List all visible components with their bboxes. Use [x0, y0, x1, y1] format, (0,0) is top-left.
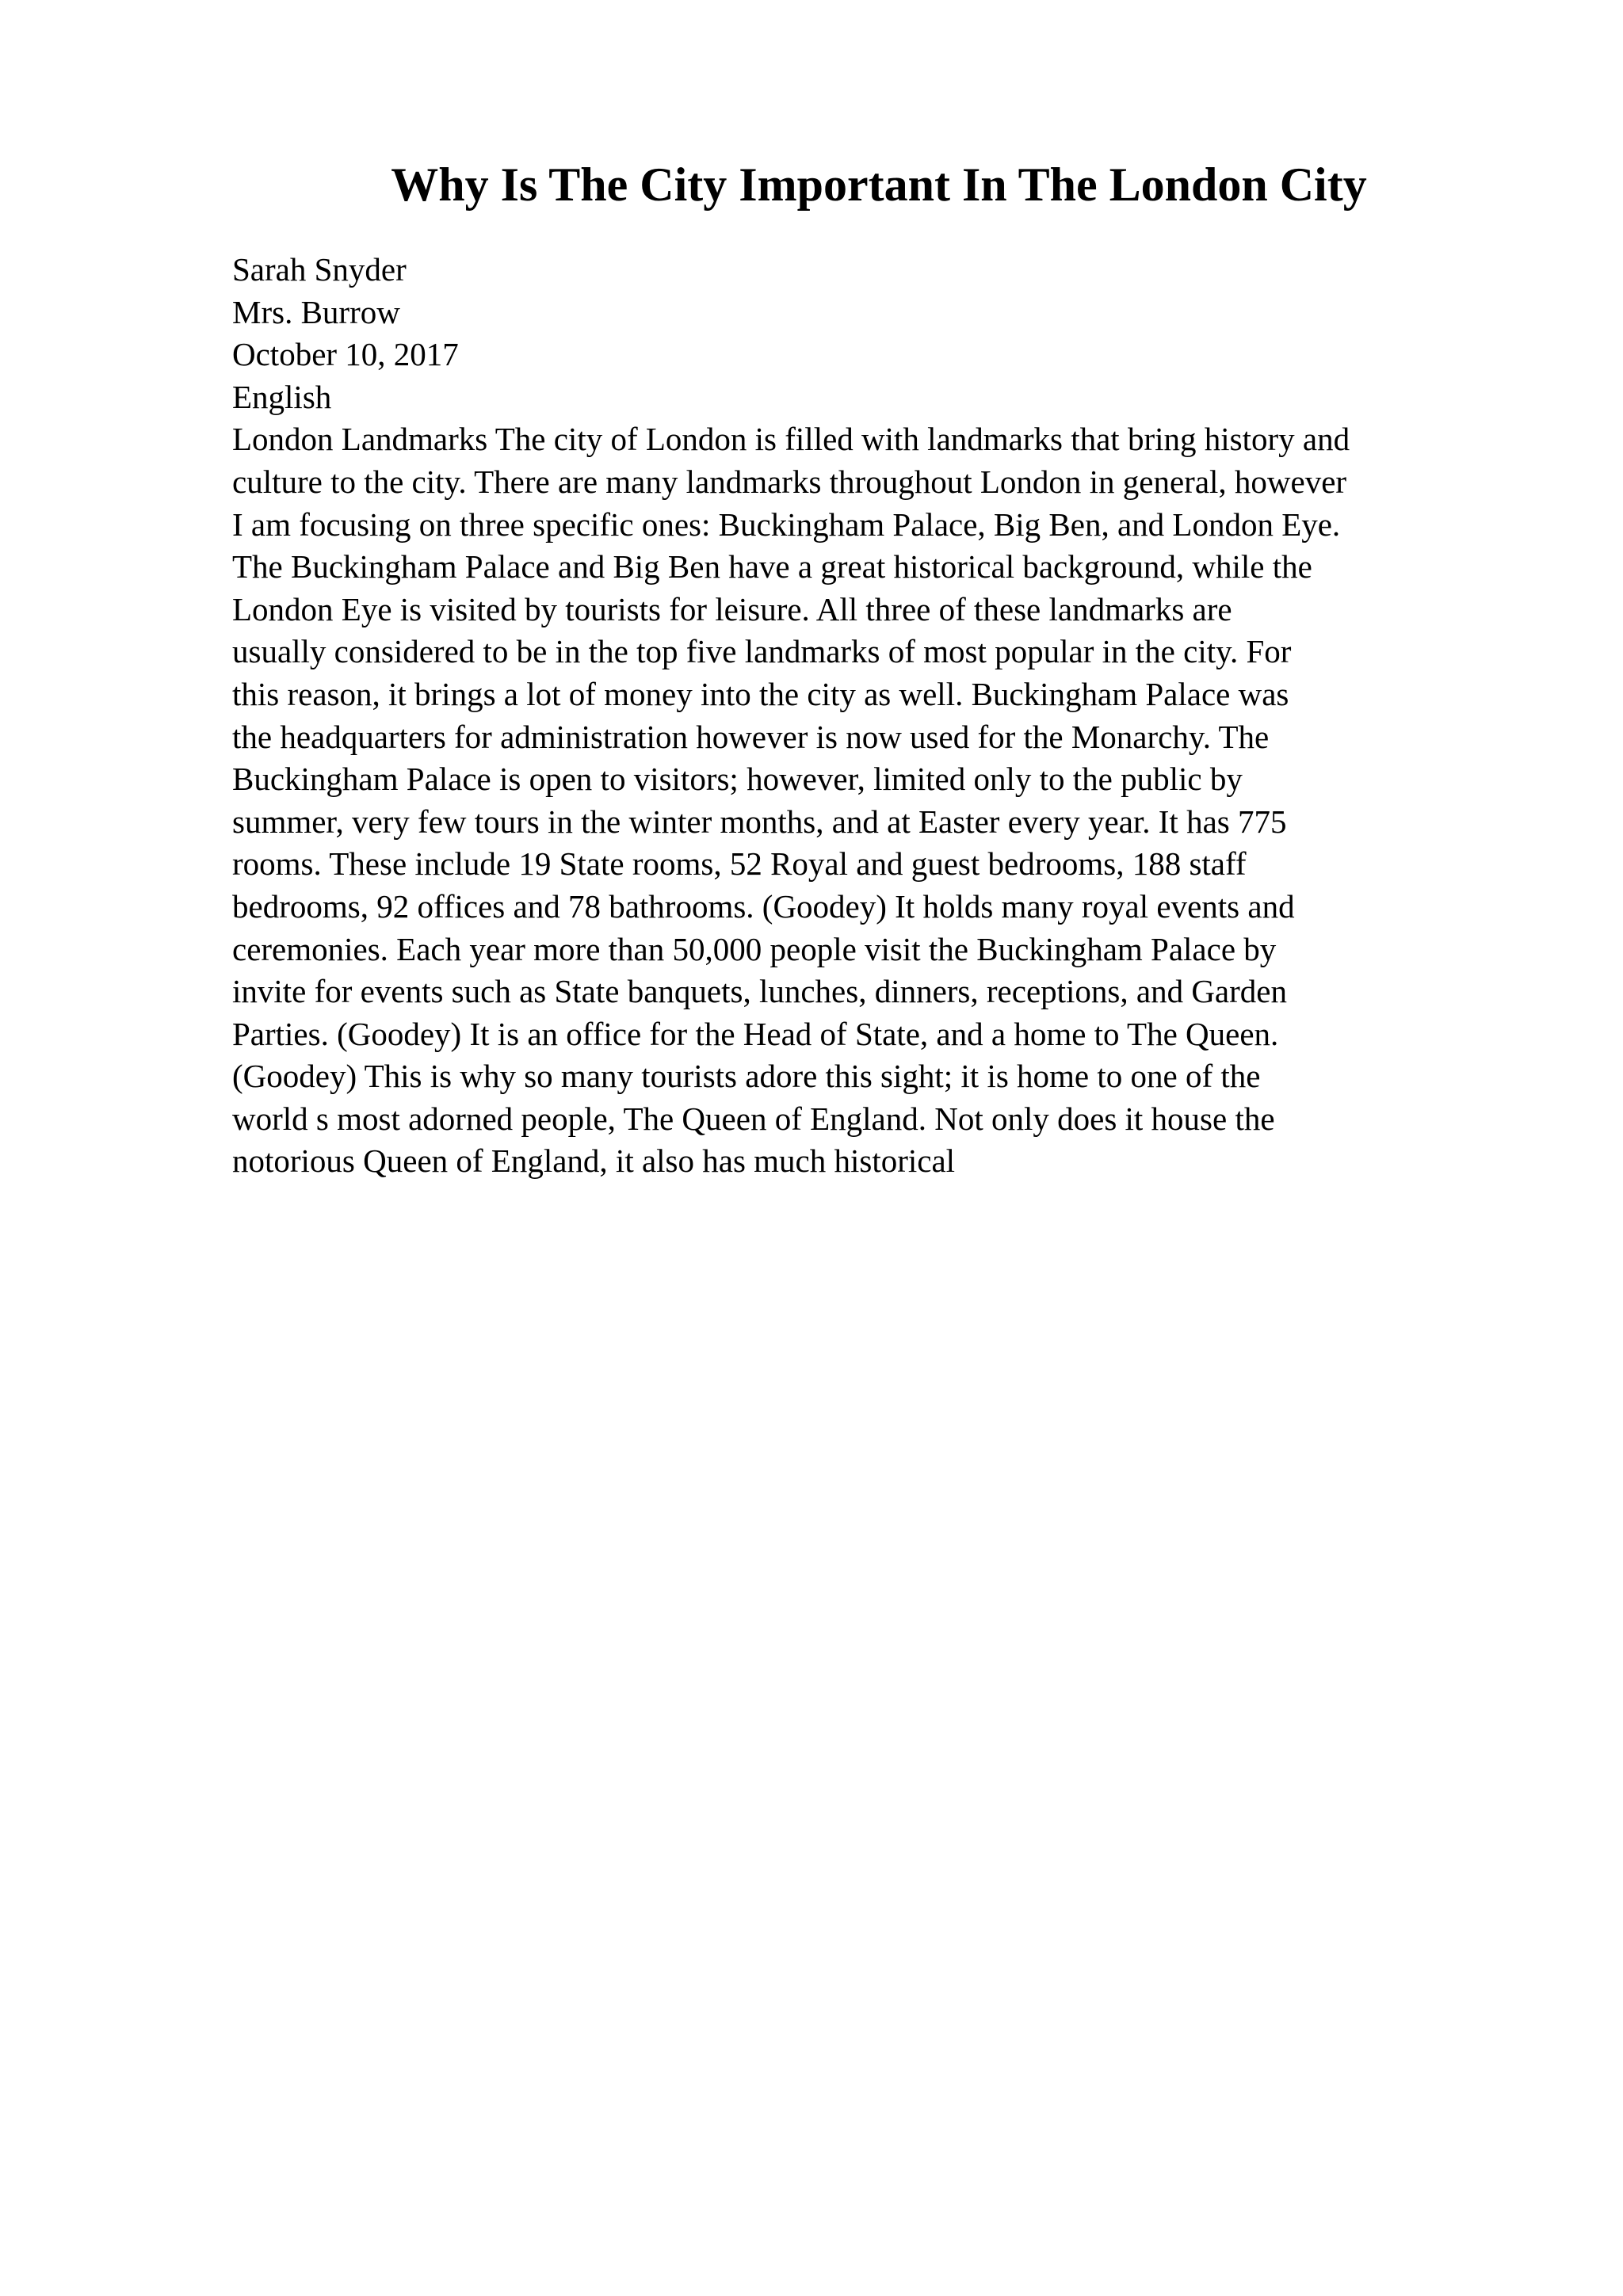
- body-line: London Eye is visited by tourists for leisure. All three of these landmarks are: [232, 590, 1232, 627]
- body-line: invite for events such as State banquets, lunches, dinners, receptions, and Garden: [232, 973, 1287, 1010]
- author-line: Sarah Snyder: [232, 251, 407, 288]
- body-line: usually considered to be in the top five landmarks of most popular in the city. For: [232, 633, 1292, 670]
- body-line: London Landmarks The city of London is filled with landmarks that bring history and: [232, 421, 1350, 458]
- document-title: Why Is The City Important In The London City: [391, 158, 1367, 211]
- body-line: (Goodey) This is why so many tourists adore this sight; it is home to one of the: [232, 1058, 1261, 1095]
- class-line: English: [232, 378, 332, 415]
- body-line: rooms. These include 19 State rooms, 52 Royal and guest bedrooms, 188 staff: [232, 845, 1247, 883]
- body-line: Parties. (Goodey) It is an office for the Head of State, and a home to The Queen.: [232, 1015, 1279, 1052]
- document-text: [232, 249, 1516, 1183]
- body-line: summer, very few tours in the winter months, and at Easter every year. It has 775: [232, 803, 1287, 840]
- body-line: culture to the city. There are many landmarks throughout London in general, however: [232, 463, 1347, 500]
- body-line: Buckingham Palace is open to visitors; however, limited only to the public by: [232, 761, 1243, 798]
- date-line: October 10, 2017: [232, 336, 459, 373]
- teacher-line: Mrs. Burrow: [232, 293, 400, 330]
- body-line: bedrooms, 92 offices and 78 bathrooms. (Goodey) It holds many royal events and: [232, 887, 1295, 925]
- body-line: this reason, it brings a lot of money into the city as well. Buckingham Palace was: [232, 675, 1289, 712]
- body-line: The Buckingham Palace and Big Ben have a great historical background, while the: [232, 548, 1312, 585]
- body-line: world s most adorned people, The Queen of England. Not only does it house the: [232, 1100, 1275, 1137]
- body-line: the headquarters for administration however is now used for the Monarchy. The: [232, 718, 1270, 755]
- body-line: I am focusing on three specific ones: Buckingham Palace, Big Ben, and London Eye.: [232, 505, 1341, 543]
- body-line: ceremonies. Each year more than 50,000 people visit the Buckingham Palace by: [232, 930, 1277, 967]
- body-line: notorious Queen of England, it also has much historical: [232, 1142, 956, 1180]
